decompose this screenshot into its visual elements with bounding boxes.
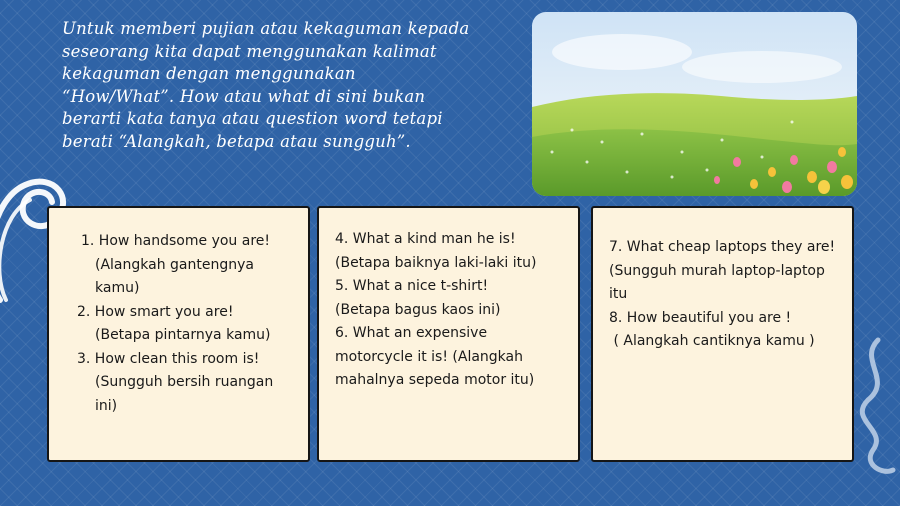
card-2-line: motorcycle it is! (Alangkah — [335, 348, 523, 365]
card-1-line: (Betapa pintarnya kamu) — [95, 327, 271, 343]
card-3-line: (Sungguh murah laptop-laptop — [609, 262, 825, 279]
card-1-line: 3. How clean this room is! — [77, 350, 260, 367]
card-2-line: mahalnya sepeda motor itu) — [335, 372, 535, 388]
card-3-line: ( Alangkah cantiknya kamu ) — [609, 333, 815, 349]
card-1-line: 2. How smart you are! — [77, 303, 234, 320]
card-2-text — [335, 228, 575, 393]
example-card-1 — [47, 206, 310, 462]
card-2-line: (Betapa baiknya laki-laki itu) — [335, 254, 537, 271]
card-3-line: 8. How beautiful you are ! — [609, 309, 792, 326]
card-3-line: 7. What cheap laptops they are! — [609, 239, 836, 255]
card-1-line: (Alangkah gantengnya — [95, 256, 254, 273]
card-1-line: ini) — [95, 397, 118, 414]
card-2-line: 6. What an expensive — [335, 325, 488, 341]
example-card-3 — [591, 206, 854, 462]
intro-line: kekaguman dengan menggunakan — [62, 64, 356, 83]
card-3-text — [609, 236, 849, 354]
card-1-line: (Sungguh bersih ruangan — [95, 374, 274, 390]
card-2-line: 5. What a nice t-shirt! — [335, 278, 489, 294]
intro-line: seseorang kita dapat menggunakan kalimat — [62, 41, 437, 61]
intro-line: berati “Alangkah, betapa atau sungguh”. — [62, 131, 411, 151]
card-1-line: kamu) — [95, 280, 140, 296]
intro-line: Untuk memberi pujian atau kekaguman kepada — [62, 19, 470, 38]
card-2-line: 4. What a kind man he is! — [335, 231, 516, 247]
example-card-2 — [317, 206, 580, 462]
intro-line: berarti kata tanya atau question word tetapi — [62, 109, 443, 128]
card-3-line: itu — [609, 286, 628, 302]
card-2-line: (Betapa bagus kaos ini) — [335, 301, 501, 318]
intro-line: “How/What”. How atau what di sini bukan — [62, 86, 426, 106]
card-1-line: 1. How handsome you are! — [81, 233, 270, 249]
meadow-illustration — [532, 12, 857, 196]
card-1-text — [77, 230, 306, 418]
intro-paragraph — [62, 18, 502, 153]
